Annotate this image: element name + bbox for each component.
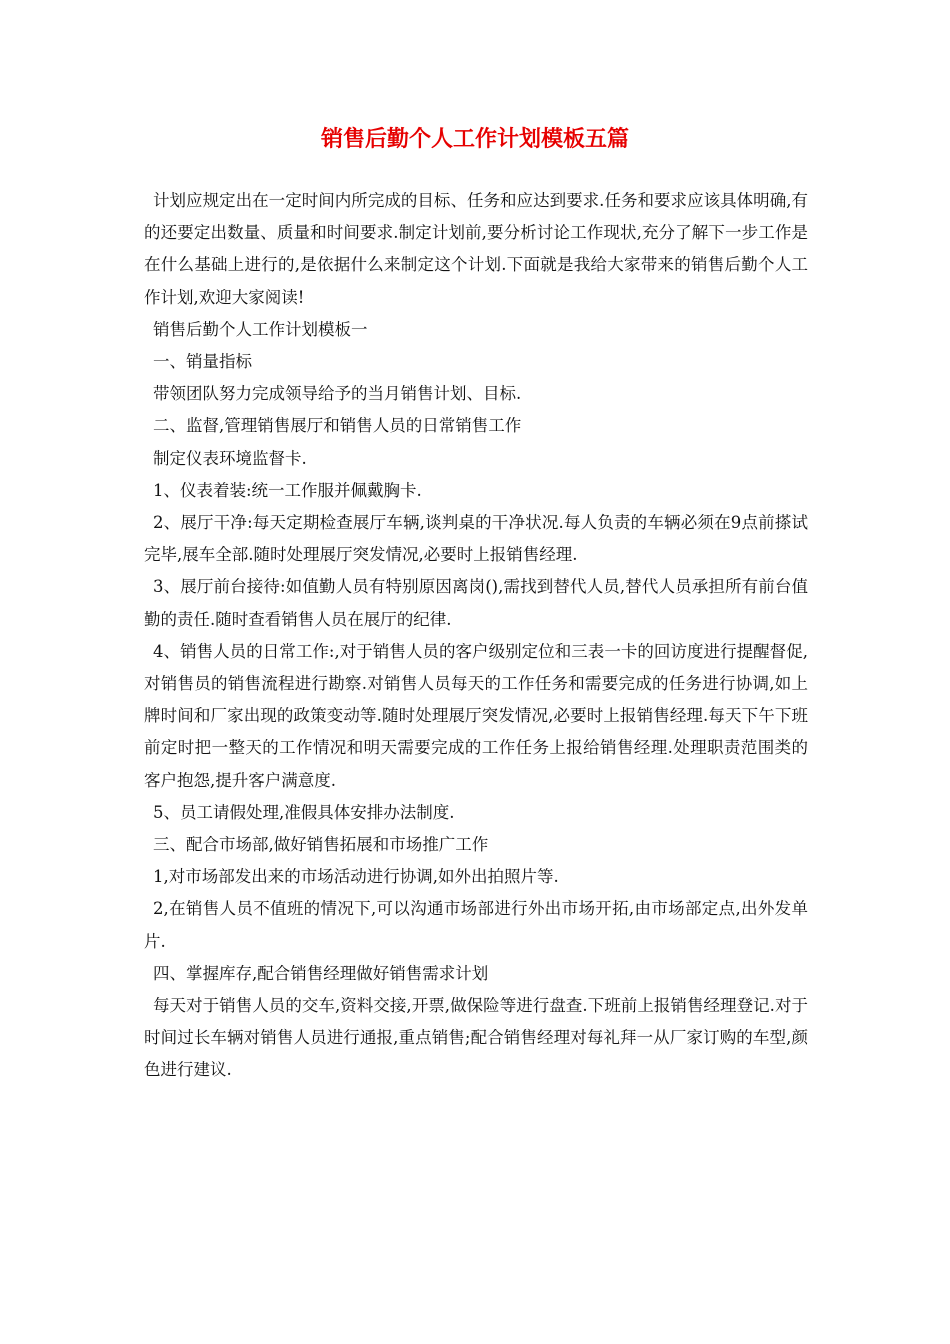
list-item: 2、展厅干净:每天定期检查展厅车辆,谈判桌的干净状况.每人负责的车辆必须在9点前搽试完毕,展车全部.随时处理展厅突发情况,必要时上报销售经理. [144,513,808,565]
intro-paragraph: 计划应规定出在一定时间内所完成的目标、任务和应达到要求.任务和要求应该具体明确,有的还要定出数量、质量和时间要求.制定计划前,要分析讨论工作现状,充分了解下一步工作是在什么基础上进行的,是依据什么来制定这个计划.下面就是我给大家带来的销售后勤个人工作计划,欢迎大家阅读! [144,191,808,307]
list-item: 1,对市场部发出来的市场活动进行协调,如外出拍照片等. [153,867,559,887]
heading-sales-target: 一、销量指标 [153,352,252,372]
document-body [144,185,808,1087]
paragraph: 制定仪表环境监督卡. [153,448,307,468]
heading-inventory: 四、掌握库存,配合销售经理做好销售需求计划 [153,963,489,983]
list-item: 5、员工请假处理,准假具体安排办法制度. [153,802,455,822]
list-item: 4、销售人员的日常工作:,对于销售人员的客户级别定位和三表一卡的回访度进行提醒督促,对销售员的销售流程进行勘察.对销售人员每天的工作任务和需要完成的任务进行协调,如上牌时间和厂家出现的政策变动等.随时处理展厅突发情况,必要时上报销售经理.每天下午下班前定时把一整天的工作情况和明天需要完成的工作任务上报给销售经理.处理职责范围类的客户抱怨,提升客户满意度. [144,641,808,790]
list-item: 2,在销售人员不值班的情况下,可以沟通市场部进行外出市场开拓,由市场部定点,出外发单片. [144,899,808,951]
paragraph: 带领团队努力完成领导给予的当月销售计划、目标. [153,384,522,404]
heading-marketing-cooperation: 三、配合市场部,做好销售拓展和市场推广工作 [153,835,489,855]
section-heading-template-one: 销售后勤个人工作计划模板一 [153,319,368,339]
list-item: 1、仪表着装:统一工作服并佩戴胸卡. [153,480,422,500]
heading-supervise-showroom: 二、监督,管理销售展厅和销售人员的日常销售工作 [153,416,522,436]
paragraph: 每天对于销售人员的交车,资料交接,开票,做保险等进行盘查.下班前上报销售经理登记.对于时间过长车辆对销售人员进行通报,重点销售;配合销售经理对每礼拜一从厂家订购的车型,颜色进行建议. [144,996,808,1080]
list-item: 3、展厅前台接待:如值勤人员有特别原因离岗(),需找到替代人员,替代人员承担所有前台值勤的责任.随时查看销售人员在展厅的纪律. [144,577,808,629]
document-title: 销售后勤个人工作计划模板五篇 [320,126,629,152]
